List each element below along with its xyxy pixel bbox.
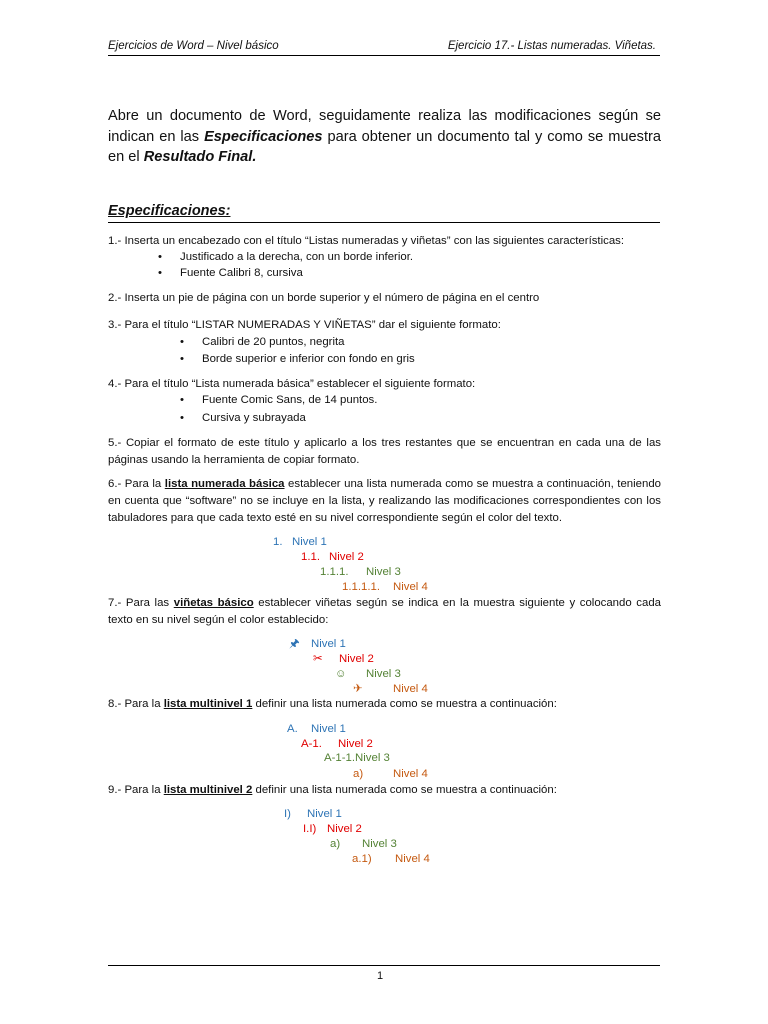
list6-level-1 (273, 535, 327, 550)
bullet-dot: • (158, 267, 162, 279)
item-9-underlined: lista multinivel 2 (163, 784, 253, 796)
list-number: I) (284, 808, 291, 820)
list-text: Nivel 3 (366, 566, 401, 578)
list-number: 1.1.1.1. (342, 581, 380, 593)
bullet-dot: • (180, 353, 184, 365)
bullet-dot: • (180, 412, 184, 424)
bullet-text: Fuente Calibri 8, cursiva (180, 267, 303, 279)
item-6 (108, 476, 661, 526)
item-3: 3.- Para el título “LISTAR NUMERADAS Y VIÑETAS” dar el siguiente formato: (108, 319, 501, 331)
list9-level-1 (284, 807, 342, 822)
item-4: 4.- Para el título “Lista numerada básica” establecer el siguiente formato: (108, 378, 476, 390)
item-8-text-a: 8.- Para la (108, 698, 164, 710)
scissors-icon: ✂ (313, 653, 323, 665)
item-8 (108, 696, 661, 713)
item-7-text-a: 7.- Para las (108, 597, 174, 609)
list-text: Nivel 1 (311, 638, 346, 650)
list-text: Nivel 3 (355, 752, 390, 764)
item-7 (108, 595, 661, 629)
list-text: Nivel 3 (366, 668, 401, 680)
page-header (108, 40, 660, 56)
list-number: A-1. (301, 738, 322, 750)
list-number: 1.1. (301, 551, 320, 563)
bullet-text: Calibri de 20 puntos, negrita (202, 336, 345, 348)
header-left: Ejercicios de Word – Nivel básico (108, 40, 279, 52)
item-2: 2.- Inserta un pie de página con un borde superior y el número de página en el centro (108, 292, 540, 304)
intro-bold-2: Resultado Final. (143, 149, 257, 165)
item-5: 5.- Copiar el formato de este título y aplicarlo a los tres restantes que se encuentran en cada una de las páginas usando la herramienta de copiar formato. (108, 437, 661, 466)
list9-level-4 (352, 852, 430, 867)
list9-level-2 (303, 822, 362, 837)
item-7-text-b: establecer viñetas según se indica en la muestra siguiente y colocando cada texto en su nivel según el color establecido: (108, 597, 661, 626)
list7-level-1 (289, 637, 346, 652)
list8-level-4 (353, 767, 428, 782)
pin-icon: 🖈 (289, 638, 300, 650)
list-text: Nivel 1 (311, 723, 346, 735)
item-9 (108, 782, 661, 799)
bullet-dot: • (180, 336, 184, 348)
list-number: 1. (273, 536, 283, 548)
list-text: Nivel 4 (393, 683, 428, 695)
list8-level-1 (287, 722, 346, 737)
list9-level-3 (330, 837, 397, 852)
list7-level-3 (335, 667, 401, 682)
item-8-text-b: definir una lista numerada como se muestra a continuación: (252, 698, 557, 710)
item-8-underlined: lista multinivel 1 (163, 698, 253, 710)
item-1: 1.- Inserta un encabezado con el título “Listas numeradas y viñetas” con las siguientes características: (108, 235, 625, 247)
intro-bold-1: Especificaciones (204, 128, 323, 145)
list-number: 1.1.1. (320, 566, 349, 578)
list-text: Nivel 2 (339, 653, 374, 665)
footer-border (108, 965, 660, 966)
list-number: I.I) (303, 823, 317, 835)
list8-level-2 (301, 737, 373, 752)
list-text: Nivel 4 (393, 768, 428, 780)
airplane-icon: ✈ (353, 683, 363, 695)
page-number: 1 (377, 970, 384, 982)
intro-text-1: Abre un documento de Word, seguidamente realiza las modificaciones según se indican en las (108, 108, 661, 145)
item-6-text-b: establecer una lista numerada como se muestra a continuación, teniendo en cuenta que “software” no se incluye en la lista, y realizando las modificaciones correspondientes con los tabuladores para que cada texto esté en su nivel correspondiente según el color del texto. (108, 478, 661, 524)
list7-level-4 (353, 682, 428, 697)
list6-level-4 (342, 580, 428, 595)
list-text: Nivel 4 (395, 853, 430, 865)
list-number: a) (330, 838, 341, 850)
list-text: Nivel 2 (338, 738, 373, 750)
item-6-text-a: 6.- Para la (108, 478, 165, 490)
list6-level-3 (320, 565, 401, 580)
list-number: a) (353, 768, 364, 780)
item-9-text-b: definir una lista numerada como se muestra a continuación: (252, 784, 557, 796)
list-text: Nivel 2 (329, 551, 364, 563)
list-text: Nivel 2 (327, 823, 362, 835)
header-right: Ejercicio 17.- Listas numeradas. Viñetas. (447, 40, 656, 52)
list7-level-2 (313, 652, 374, 667)
list-text: Nivel 4 (393, 581, 428, 593)
list-text: Nivel 3 (362, 838, 397, 850)
bullet-text: Cursiva y subrayada (202, 412, 306, 424)
list-number: a.1) (352, 853, 372, 865)
list-number: A. (287, 723, 298, 735)
list-number: A-1-1. (324, 752, 356, 764)
bullet-dot: • (180, 394, 184, 406)
intro-paragraph (108, 106, 661, 168)
bullet-text: Fuente Comic Sans, de 14 puntos. (202, 394, 378, 406)
list-text: Nivel 1 (307, 808, 342, 820)
bullet-text: Justificado a la derecha, con un borde inferior. (180, 251, 414, 263)
intro-text-2: para obtener un documento tal y como se muestra en el (108, 128, 661, 165)
item-9-text-a: 9.- Para la (108, 784, 164, 796)
item-6-underlined: lista numerada básica (164, 478, 285, 490)
bullet-text: Borde superior e inferior con fondo en gris (202, 353, 415, 365)
bullet-dot: • (158, 251, 162, 263)
list8-level-3 (324, 751, 390, 766)
list-text: Nivel 1 (292, 536, 327, 548)
smiley-icon: ☺ (335, 668, 347, 680)
list6-level-2 (301, 550, 364, 565)
specifications-heading: Especificaciones: (108, 203, 660, 223)
item-7-underlined: viñetas básico (173, 597, 254, 609)
